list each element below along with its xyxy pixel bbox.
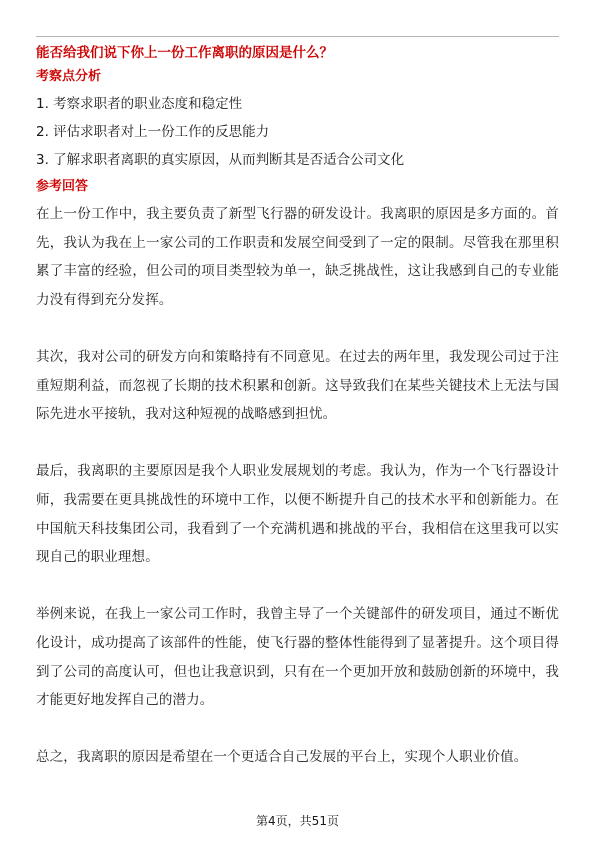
analysis-point: 2. 评估求职者对上一份工作的反思能力 — [36, 124, 270, 140]
answer-paragraph: 其次，我对公司的研发方向和策略持有不同意见。在过去的两年里，我发现公司过于注重短期利益，而忽视了长期的技术积累和创新。这导致我们在某些关键技术上无法与国际先进水平接轨，我对这种短视的战略感到担忧。 — [36, 348, 559, 423]
analysis-point: 3. 了解求职者离职的真实原因，从而判断其是否适合公司文化 — [36, 152, 405, 168]
question-heading: 能否给我们说下你上一份工作离职的原因是什么？ — [36, 45, 333, 61]
page-number: 第4页，共51页 — [256, 814, 339, 828]
analysis-point: 1. 考察求职者的职业态度和稳定性 — [36, 96, 243, 112]
answer-heading: 参考回答 — [36, 179, 89, 194]
header-rule — [36, 36, 559, 37]
analysis-list — [36, 90, 559, 174]
answer-paragraph: 总之，我离职的原因是希望在一个更适合自己发展的平台上，实现个人职业价值。 — [36, 749, 528, 766]
answer-paragraph: 最后，我离职的主要原因是我个人职业发展规划的考虑。我认为，作为一个飞行器设计师，我需要在更具挑战性的环境中工作，以便不断提升自己的技术水平和创新能力。在中国航天科技集团公司，我看到了一个充满机遇和挑战的平台，我相信在这里我可以实现自己的职业理想。 — [36, 463, 559, 566]
analysis-heading: 考察点分析 — [36, 69, 102, 84]
page-content — [36, 42, 559, 772]
answer-body — [36, 200, 559, 772]
answer-paragraph: 在上一份工作中，我主要负责了新型飞行器的研发设计。我离职的原因是多方面的。首先，我认为我在上一家公司的工作职责和发展空间受到了一定的限制。尽管我在那里积累了丰富的经验，但公司的项目类型较为单一，缺乏挑战性，这让我感到自己的专业能力没有得到充分发挥。 — [36, 206, 559, 308]
answer-paragraph: 举例来说，在我上一家公司工作时，我曾主导了一个关键部件的研发项目，通过不断优化设计，成功提高了该部件的性能，使飞行器的整体性能得到了显著提升。这个项目得到了公司的高度认可，但也让我意识到，只有在一个更加开放和鼓励创新的环境中，我才能更好地发挥自己的潜力。 — [36, 606, 559, 709]
